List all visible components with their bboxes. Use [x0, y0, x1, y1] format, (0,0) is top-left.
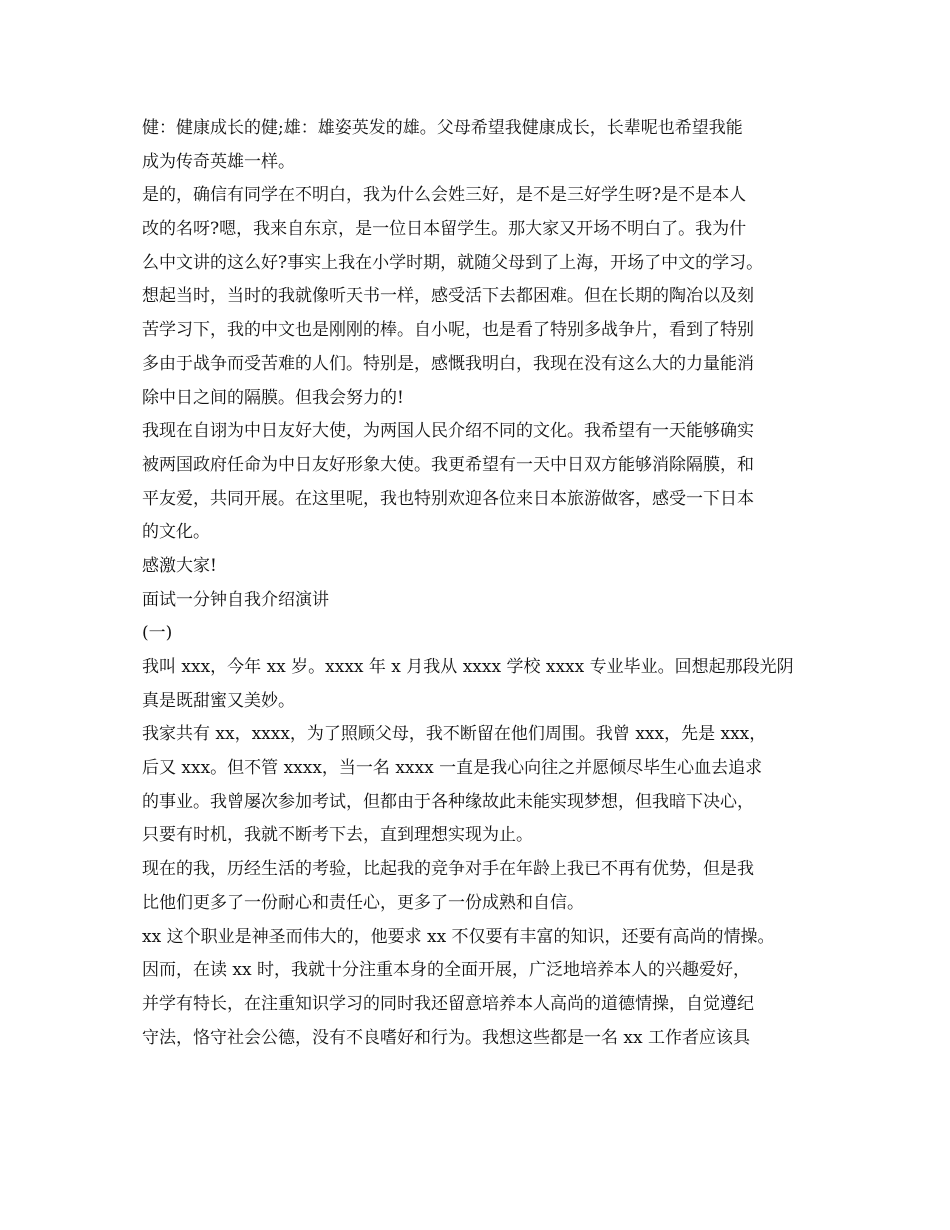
text-line: 的文化。: [142, 522, 210, 543]
text-line: 的事业。我曾屡次参加考试，但都由于各种缘故此未能实现梦想，但我暗下决心，: [142, 791, 754, 812]
text-line: 只要有时机，我就不断考下去，直到理想实现为止。: [142, 825, 533, 846]
text-line: 因而，在读 xx 时，我就十分注重本身的全面开展，广泛地培养本人的兴趣爱好，: [142, 960, 750, 981]
section-title: 面试一分钟自我介绍演讲: [142, 589, 329, 610]
text-line: 多由于战争而受苦难的人们。特别是，感慨我明白，我现在没有这么大的力量能消: [142, 353, 754, 374]
text-line: 守法，恪守社会公德，没有不良嗜好和行为。我想这些都是一名 xx 工作者应该具: [142, 1027, 750, 1048]
section-number: (一): [142, 623, 173, 644]
text-line: 么中文讲的这么好?事实上我在小学时期，就随父母到了上海，开场了中文的学习。: [142, 252, 764, 273]
text-line: 现在的我，历经生活的考验，比起我的竞争对手在年龄上我已不再有优势，但是我: [142, 859, 754, 880]
text-line: 是的，确信有同学在不明白，我为什么会姓三好，是不是三好学生呀?是不是本人: [142, 185, 747, 206]
text-line: 我家共有 xx，xxxx，为了照顾父母，我不断留在他们周围。我曾 xxx，先是 xxx，: [142, 724, 767, 745]
text-line: 并学有特长，在注重知识学习的同时我还留意培养本人高尚的道德情操，自觉遵纪: [142, 993, 754, 1014]
text-line: 我现在自诩为中日友好大使，为两国人民介绍不同的文化。我希望有一天能够确实: [142, 421, 754, 442]
text-line: 改的名呀?嗯，我来自东京，是一位日本留学生。那大家又开场不明白了。我为什: [142, 219, 747, 240]
text-line: 想起当时，当时的我就像听天书一样，感受活下去都困难。但在长期的陶冶以及刻: [142, 286, 754, 307]
text-line: 真是既甜蜜又美妙。: [142, 690, 295, 711]
text-line: 感激大家!: [142, 555, 217, 576]
text-line: xx 这个职业是神圣而伟大的，他要求 xx 不仅要有丰富的知识，还要有高尚的情操。: [142, 926, 775, 947]
text-line: 苦学习下，我的中文也是刚刚的棒。自小呢，也是看了特别多战争片，看到了特别: [142, 320, 754, 341]
text-line: 我叫 xxx，今年 xx 岁。xxxx 年 x 月我从 xxxx 学校 xxxx 专业毕业。回想起那段光阴: [142, 657, 794, 677]
text-line: 除中日之间的隔膜。但我会努力的!: [142, 387, 404, 408]
text-line: 后又 xxx。但不管 xxxx，当一名 xxxx 一直是我心向往之并愿倾尽毕生心血去追求: [142, 758, 763, 779]
text-line: 成为传奇英雄一样。: [142, 151, 295, 172]
text-line: 被两国政府任命为中日友好形象大使。我更希望有一天中日双方能够消除隔膜，和: [142, 454, 754, 475]
text-line: 健：健康成长的健;雄：雄姿英发的雄。父母希望我健康成长，长辈呢也希望我能: [142, 118, 743, 138]
text-line: 比他们更多了一份耐心和责任心，更多了一份成熟和自信。: [142, 892, 584, 913]
text-line: 平友爱，共同开展。在这里呢，我也特别欢迎各位来日本旅游做客，感受一下日本: [142, 488, 754, 509]
document-body: [142, 112, 832, 1055]
